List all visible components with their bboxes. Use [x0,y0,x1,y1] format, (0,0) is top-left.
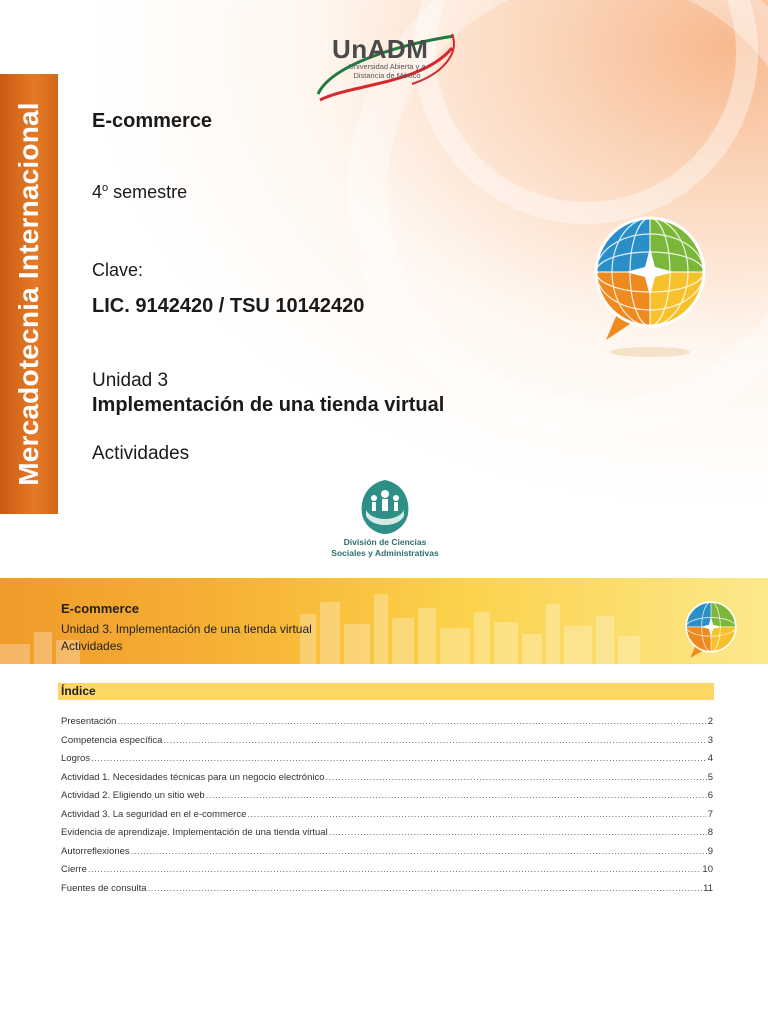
subject-title: E-commerce [92,110,213,132]
toc-entry-page: 2 [707,716,713,727]
side-label [0,74,58,514]
banner-unit: Unidad 3. Implementación de una tienda virtual [61,622,312,636]
unit-label: Unidad 3 [92,370,169,391]
toc-entry[interactable] [61,809,713,828]
toc-entry[interactable] [61,864,713,883]
semester-number: 4 [92,182,103,202]
toc-entry[interactable] [61,846,713,865]
logo-subtitle: Universidad Abierta y a Distancia de México [348,62,426,80]
toc-entry-label: Competencia específica [61,734,163,746]
toc-entry-label: Actividad 3. La seguridad en el e-commerce [61,808,247,820]
toc-entry-page: 8 [707,827,713,838]
division-line-1: División de Ciencias [343,537,427,547]
toc-entry-page: 6 [707,790,713,801]
unadm-logo [312,24,462,106]
toc-leader-dots [88,864,702,875]
division-name [300,537,470,559]
unit-title: Implementación de una tienda virtual [92,394,445,416]
globe-speech-bubble-icon [680,600,742,662]
clave-value: LIC. 9142420 / TSU 10142420 [92,295,365,317]
toc-entry-label: Actividad 1. Necesidades técnicas para un negocio electrónico [61,771,325,783]
banner-activities: Actividades [61,639,123,653]
toc-leader-dots [117,716,706,727]
toc-entry[interactable] [61,883,713,902]
toc-entry-label: Cierre [61,864,87,875]
toc-leader-dots [148,883,703,894]
clave-label: Clave: [92,260,144,280]
division-line-2: Sociales y Administrativas [331,548,439,558]
semester-ordinal: o [102,182,109,194]
toc-leader-dots [206,790,707,801]
page-header-banner [0,578,768,664]
index-title: Índice [61,684,96,698]
toc-leader-dots [326,772,707,783]
activities-label: Actividades [92,443,190,464]
globe-speech-bubble-icon [590,212,710,362]
toc-entry-label: Logros [61,753,91,764]
toc-entry-page: 7 [707,808,713,820]
toc-entry[interactable] [61,735,713,754]
division-logo [300,476,470,566]
toc-leader-dots [329,827,707,838]
toc-entry-page: 4 [707,753,713,764]
side-label-text: Mercadotecnia Internacional [13,102,45,486]
toc-entry[interactable] [61,790,713,809]
division-emblem-icon [300,476,470,538]
toc-leader-dots [91,753,707,764]
semester-word: semestre [113,182,188,202]
toc-entry-label: Fuentes de consulta [61,882,147,894]
toc-entry-page: 11 [703,882,713,894]
table-of-contents [61,716,713,901]
toc-entry-page: 10 [702,864,713,875]
toc-entry-page: 3 [707,734,713,746]
toc-entry[interactable] [61,753,713,772]
toc-entry-page: 9 [707,845,713,857]
toc-leader-dots [163,735,706,746]
toc-entry-page: 5 [707,771,713,783]
toc-entry-label: Actividad 2. Eligiendo un sitio web [61,790,205,801]
toc-entry-label: Autorreflexiones [61,845,130,857]
logo-name: UnADM [332,34,429,64]
index-header-bar [58,683,714,700]
toc-entry[interactable] [61,772,713,791]
toc-leader-dots [131,846,707,857]
toc-entry[interactable] [61,827,713,846]
toc-entry-label: Evidencia de aprendizaje. Implementación de una tienda virtual [61,827,328,838]
toc-entry-label: Presentación [61,716,117,727]
toc-entry[interactable] [61,716,713,735]
toc-leader-dots [247,809,706,820]
semester [92,182,187,203]
banner-title: E-commerce [61,601,140,616]
